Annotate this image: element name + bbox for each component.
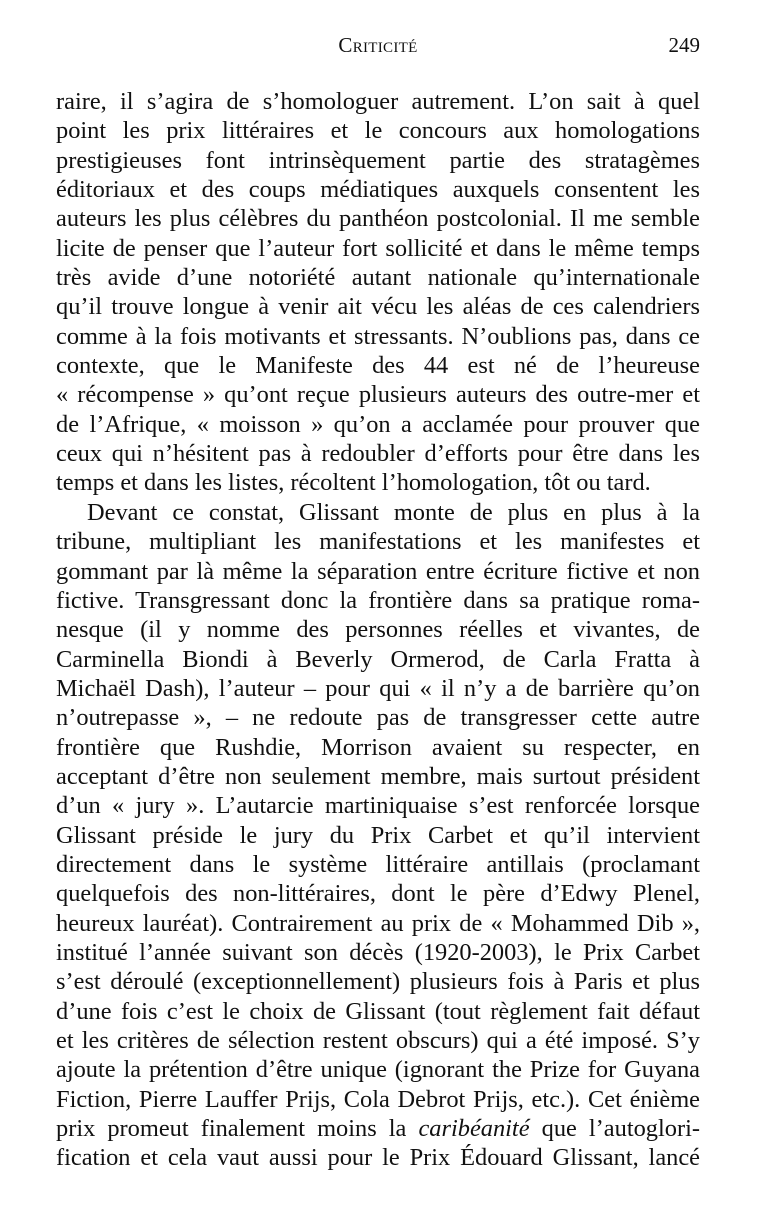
text-line: Michaël Dash), l’auteur – pour qui « il n’y a de barrière qu’on <box>56 674 700 702</box>
text-line: institué l’année suivant son décès (1920-2003), le Prix Carbet <box>56 938 700 966</box>
text-line: prestigieuses font intrinsèquement partie des stratagèmes <box>56 146 700 174</box>
text-line: très avide d’une notoriété autant nationale qu’internationale <box>56 264 700 292</box>
text-line: ajoute la prétention d’être unique (ignorant the Prize for Guyana <box>56 1056 700 1084</box>
text-line: frontière que Rushdie, Morrison avaient su respecter, en <box>56 733 700 761</box>
text-line: éditoriaux et des coups médiatiques auxquels consentent les <box>56 176 700 204</box>
text-line-with-italic <box>56 1114 700 1143</box>
text-line: s’est déroulé (exceptionnellement) plusieurs fois à Paris et plus <box>56 968 700 996</box>
text-line: contexte, que le Manifeste des 44 est né de l’heureuse <box>56 352 700 380</box>
text-line: auteurs les plus célèbres du panthéon postcolonial. Il me semble <box>56 205 700 233</box>
text-line: Carminella Biondi à Beverly Ormerod, de Carla Fratta à <box>56 645 700 673</box>
body-text <box>56 87 700 1173</box>
text-line: nesque (il y nomme des personnes réelles et vivantes, de <box>56 616 700 644</box>
text-line: comme à la fois motivants et stressants. N’oublions pas, dans ce <box>56 322 700 350</box>
italic-term: caribéanité <box>418 1115 530 1143</box>
text-line: directement dans le système littéraire antillais (proclamant <box>56 850 700 878</box>
text-line: tribune, multipliant les manifestations et les manifestes et <box>56 528 700 556</box>
text-line: fictive. Transgressant donc la frontière dans sa pratique roma- <box>56 586 700 614</box>
text-line: Devant ce constat, Glissant monte de plus en plus à la <box>87 498 700 526</box>
text-line: heureux lauréat). Contrairement au prix de « Mohammed Dib », <box>56 909 700 937</box>
text-segment: que l’autoglori- <box>529 1115 700 1143</box>
text-line: Glissant préside le jury du Prix Carbet et qu’il intervient <box>56 821 700 849</box>
text-line: acceptant d’être non seulement membre, mais surtout président <box>56 762 700 790</box>
text-line: fication et cela vaut aussi pour le Prix Édouard Glissant, lancé <box>56 1144 700 1172</box>
chapter-title: Criticité <box>338 33 418 57</box>
text-line: de l’Afrique, « moisson » qu’on a acclamée pour prouver que <box>56 410 700 438</box>
running-head <box>56 30 700 60</box>
page-number: 249 <box>668 33 700 57</box>
text-line: gommant par là même la séparation entre écriture fictive et non <box>56 557 700 585</box>
text-line: raire, il s’agira de s’homologuer autrement. L’on sait à quel <box>56 88 700 115</box>
text-line: temps et dans les listes, récoltent l’homologation, tôt ou tard. <box>56 469 651 497</box>
text-line: d’un « jury ». L’autarcie martiniquaise s’est renforcée lorsque <box>56 792 700 820</box>
text-line: licite de penser que l’auteur fort sollicité et dans le même temps <box>56 234 700 262</box>
text-line: ceux qui n’hésitent pas à redoubler d’efforts pour être dans les <box>56 440 700 468</box>
text-line: n’outrepasse », – ne redoute pas de transgresser cette autre <box>56 704 700 732</box>
text-line: Fiction, Pierre Lauffer Prijs, Cola Debrot Prijs, etc.). Cet énième <box>56 1085 700 1113</box>
text-line: et les critères de sélection restent obscurs) qui a été imposé. S’y <box>56 1027 700 1054</box>
text-line: quelquefois des non-littéraires, dont le père d’Edwy Plenel, <box>56 880 700 908</box>
text-segment: prix promeut finalement moins la <box>56 1115 419 1143</box>
text-line: point les prix littéraires et le concours aux homologations <box>56 117 700 145</box>
text-line: d’une fois c’est le choix de Glissant (tout règlement fait défaut <box>56 997 700 1025</box>
text-line: qu’il trouve longue à venir ait vécu les aléas de ces calendriers <box>56 293 700 321</box>
text-line: « récompense » qu’ont reçue plusieurs auteurs des outre-mer et <box>56 381 700 409</box>
